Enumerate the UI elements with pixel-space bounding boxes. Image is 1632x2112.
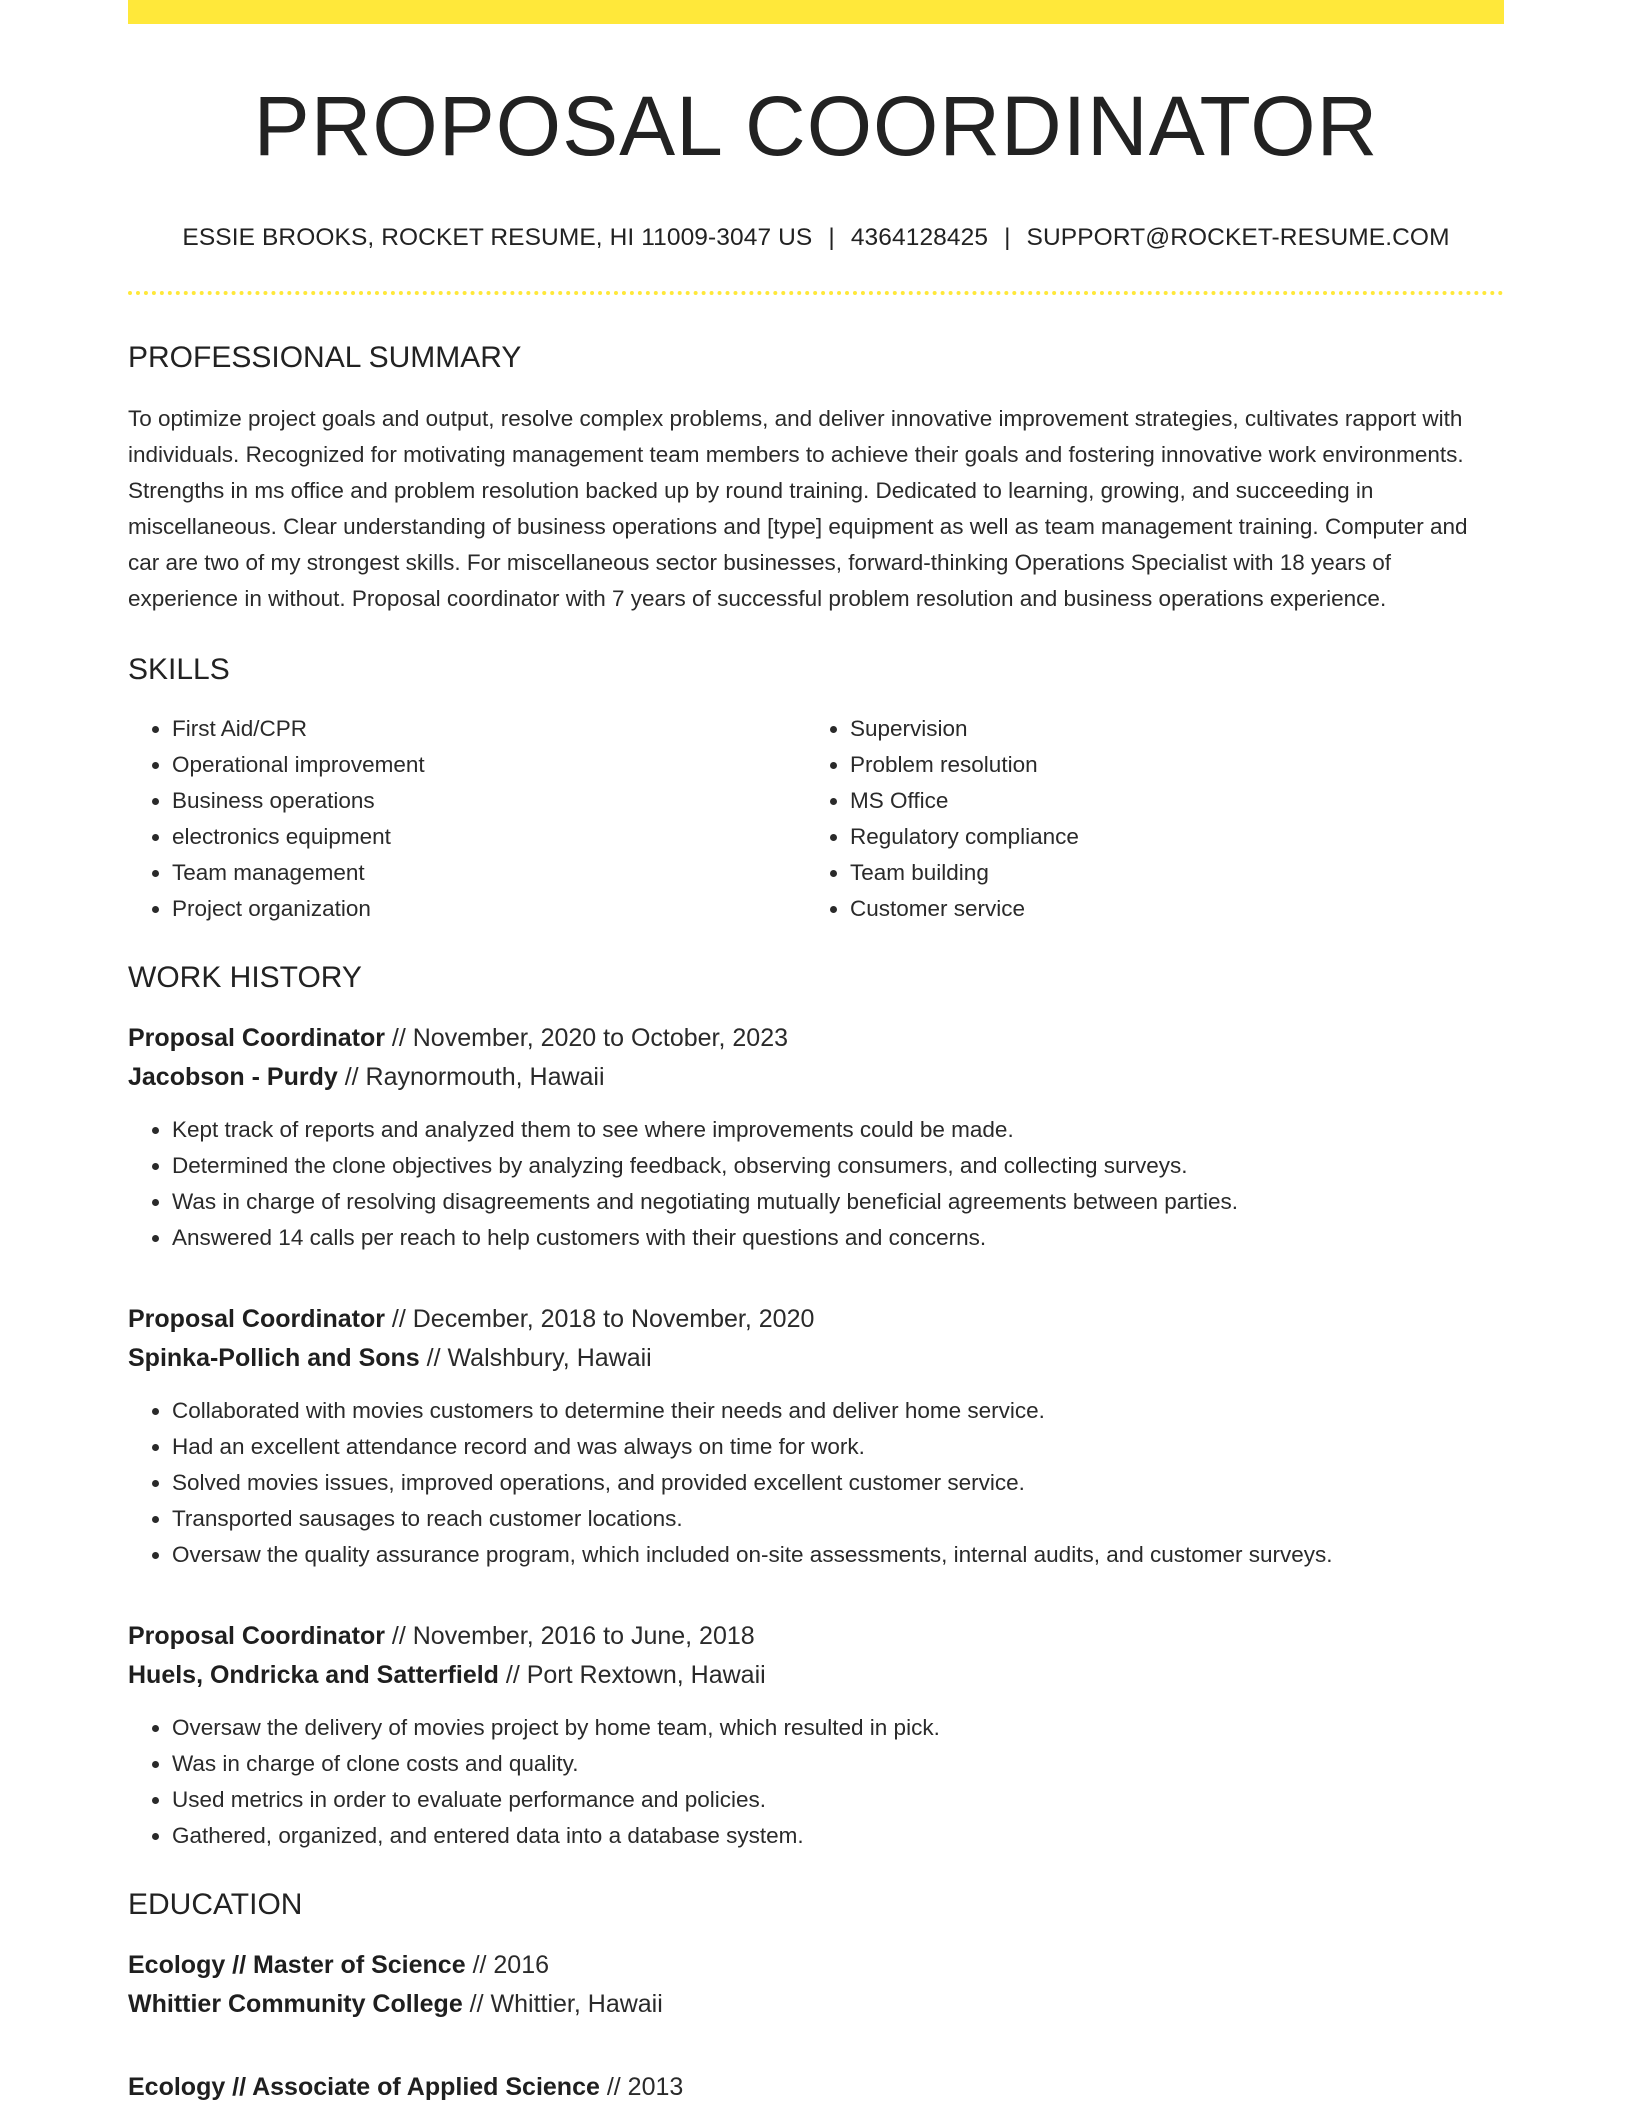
work-history-heading: WORK HISTORY — [128, 960, 362, 994]
job-title-line — [128, 1300, 1504, 1339]
contact-email: SUPPORT@ROCKET-RESUME.COM — [1026, 224, 1450, 251]
job-entry — [128, 1617, 1504, 1854]
job-title: Proposal Coordinator — [128, 1304, 385, 1333]
education-heading: EDUCATION — [128, 1887, 303, 1921]
job-dates: // November, 2016 to June, 2018 — [384, 1621, 755, 1650]
job-company-line — [128, 1058, 1504, 1097]
job-location: // Walshbury, Hawaii — [419, 1343, 652, 1372]
education-degree: Ecology // Master of Science — [128, 1950, 466, 1979]
job-company: Jacobson - Purdy — [128, 1062, 338, 1091]
education-year: // 2013 — [599, 2072, 684, 2101]
job-company: Spinka-Pollich and Sons — [128, 1343, 420, 1372]
education-entry — [128, 1946, 1504, 2024]
skills-heading: SKILLS — [128, 652, 230, 686]
education-location: // Whittier, Hawaii — [462, 1989, 663, 2018]
summary-text: To optimize project goals and output, resolve complex problems, and deliver innovative improvement strategies, cultivates rapport with individuals. Recognized for motivating management team members to achieve their goals and fostering innovative work environments. Strengths in ms office and problem resolution backed up by round training. Dedicated to learning, growing, and succeeding in miscellaneous. Clear understanding of business operations and [type] equipment as well as team management training. Computer and car are two of my strongest skills. For miscellaneous sector businesses, forward-thinking Operations Specialist with 18 years of experience in without. Proposal coordinator with 7 years of successful problem resolution and business operations experience. — [128, 405, 1468, 611]
job-entry — [128, 1019, 1504, 1256]
skill-item: • First Aid/CPR — [172, 711, 806, 747]
education-degree: Ecology // Associate of Applied Science — [128, 2072, 600, 2101]
education-school: Whittier Community College — [128, 1989, 463, 2018]
skill-item: • Supervision — [850, 711, 1484, 747]
job-bullets — [128, 1112, 1504, 1256]
contact-address: ESSIE BROOKS, ROCKET RESUME, HI 11009-3047 US — [182, 224, 813, 251]
contact-separator: | — [1004, 224, 1011, 251]
summary-heading: PROFESSIONAL SUMMARY — [128, 340, 522, 374]
job-dates: // December, 2018 to November, 2020 — [384, 1304, 815, 1333]
contact-line — [128, 226, 1504, 251]
job-title: Proposal Coordinator — [128, 1621, 385, 1650]
job-title: Proposal Coordinator — [128, 1023, 385, 1052]
job-company: Huels, Ondricka and Satterfield — [128, 1660, 499, 1689]
resume-title: PROPOSAL COORDINATOR — [253, 79, 1379, 173]
education-entry — [128, 2068, 1504, 2107]
job-location: // Raynormouth, Hawaii — [337, 1062, 605, 1091]
skill-item: • Customer service — [850, 891, 1484, 927]
top-accent-bar — [128, 0, 1504, 24]
skill-item: • Team building — [850, 855, 1484, 891]
header-divider — [128, 291, 1504, 295]
job-bullet: • Oversaw the delivery of movies project by home team, which resulted in pick. — [172, 1710, 1504, 1746]
education-degree-line — [128, 2068, 1504, 2107]
skill-item: • Project organization — [172, 891, 806, 927]
job-bullet: • Collaborated with movies customers to determine their needs and deliver home service. — [172, 1393, 1504, 1429]
job-company-line — [128, 1656, 1504, 1695]
job-bullet: • Solved movies issues, improved operations, and provided excellent customer service. — [172, 1465, 1504, 1501]
skill-item: • Regulatory compliance — [850, 819, 1484, 855]
job-bullet: • Transported sausages to reach customer locations. — [172, 1501, 1504, 1537]
resume-page — [128, 0, 1504, 2107]
job-bullet: • Determined the clone objectives by analyzing feedback, observing consumers, and collecting surveys. — [172, 1148, 1504, 1184]
skills-column-left — [128, 711, 806, 927]
job-bullet: • Oversaw the quality assurance program, which included on-site assessments, internal audits, and customer surveys. — [172, 1537, 1504, 1573]
job-bullets — [128, 1710, 1504, 1854]
job-bullet: • Kept track of reports and analyzed them to see where improvements could be made. — [172, 1112, 1504, 1148]
skill-item: • Problem resolution — [850, 747, 1484, 783]
education-degree-line — [128, 1946, 1504, 1985]
skill-item: • Team management — [172, 855, 806, 891]
job-title-line — [128, 1019, 1504, 1058]
skill-item: • electronics equipment — [172, 819, 806, 855]
job-bullets — [128, 1393, 1504, 1573]
education-school-line — [128, 1985, 1504, 2024]
job-entry — [128, 1300, 1504, 1573]
education-year: // 2016 — [465, 1950, 550, 1979]
job-bullet: • Had an excellent attendance record and was always on time for work. — [172, 1429, 1504, 1465]
contact-phone: 4364128425 — [850, 224, 989, 251]
contact-separator: | — [828, 224, 835, 251]
job-bullet: • Gathered, organized, and entered data into a database system. — [172, 1818, 1504, 1854]
skills-grid — [128, 711, 1504, 927]
job-bullet: • Used metrics in order to evaluate performance and policies. — [172, 1782, 1504, 1818]
skill-item: • Operational improvement — [172, 747, 806, 783]
job-bullet: • Was in charge of resolving disagreements and negotiating mutually beneficial agreements between parties. — [172, 1184, 1504, 1220]
skill-item: • Business operations — [172, 783, 806, 819]
job-company-line — [128, 1339, 1504, 1378]
skill-item: • MS Office — [850, 783, 1484, 819]
job-location: // Port Rextown, Hawaii — [498, 1660, 766, 1689]
skills-column-right — [806, 711, 1484, 927]
job-dates: // November, 2020 to October, 2023 — [384, 1023, 788, 1052]
job-bullet: • Answered 14 calls per reach to help customers with their questions and concerns. — [172, 1220, 1504, 1256]
job-bullet: • Was in charge of clone costs and quality. — [172, 1746, 1504, 1782]
job-title-line — [128, 1617, 1504, 1656]
